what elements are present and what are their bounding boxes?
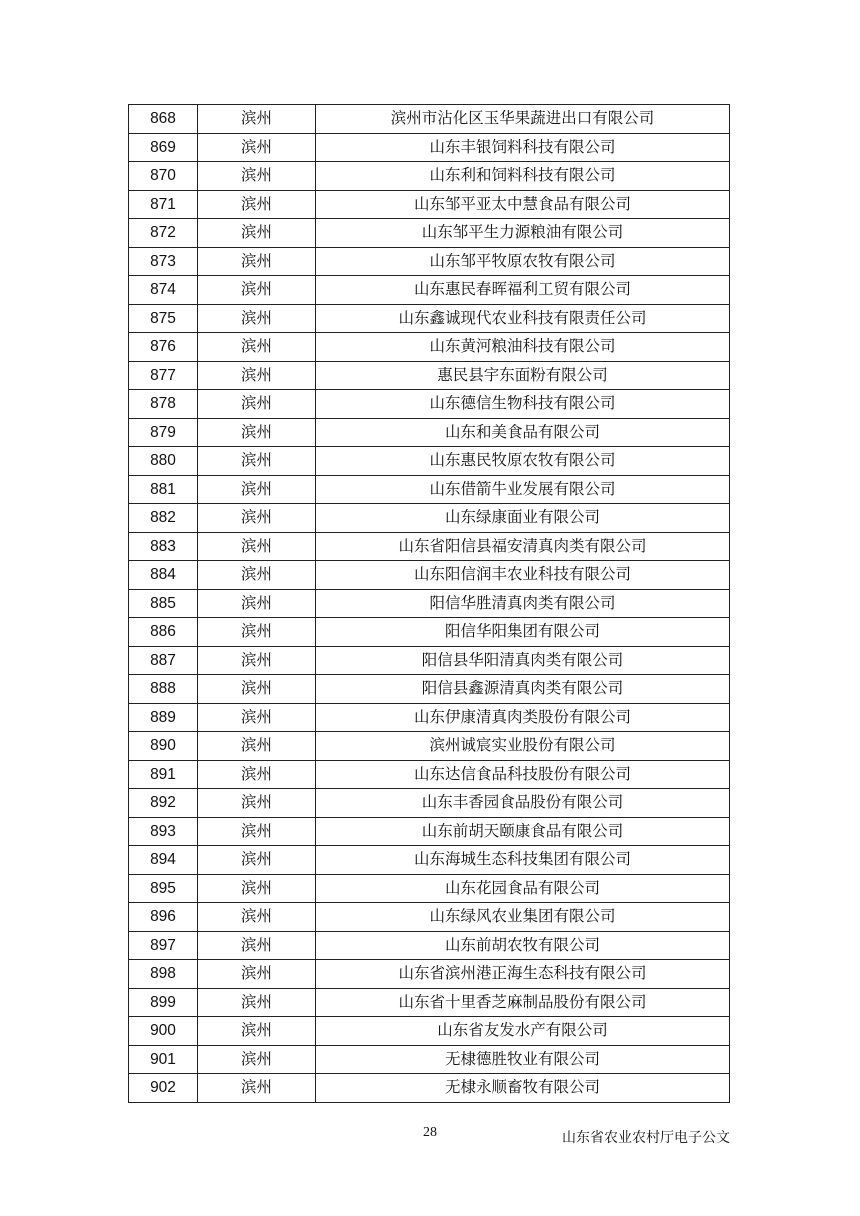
row-number: 875	[129, 304, 198, 333]
table-row	[129, 361, 730, 390]
row-company: 阳信华阳集团有限公司	[316, 618, 730, 647]
row-number: 882	[129, 504, 198, 533]
row-city: 滨州	[198, 789, 316, 818]
table-row	[129, 675, 730, 704]
row-city: 滨州	[198, 390, 316, 419]
table-row	[129, 105, 730, 134]
table-row	[129, 903, 730, 932]
row-city: 滨州	[198, 817, 316, 846]
row-company: 阳信县鑫源清真肉类有限公司	[316, 675, 730, 704]
table-row	[129, 960, 730, 989]
table-row	[129, 418, 730, 447]
row-company: 山东丰银饲料科技有限公司	[316, 133, 730, 162]
table-row	[129, 732, 730, 761]
row-city: 滨州	[198, 1045, 316, 1074]
row-company: 山东阳信润丰农业科技有限公司	[316, 561, 730, 590]
row-company: 山东花园食品有限公司	[316, 874, 730, 903]
row-company: 山东前胡农牧有限公司	[316, 931, 730, 960]
row-number: 900	[129, 1017, 198, 1046]
row-city: 滨州	[198, 162, 316, 191]
row-number: 892	[129, 789, 198, 818]
table-row	[129, 874, 730, 903]
row-number: 868	[129, 105, 198, 134]
row-city: 滨州	[198, 361, 316, 390]
row-company: 山东海城生态科技集团有限公司	[316, 846, 730, 875]
row-number: 873	[129, 247, 198, 276]
row-city: 滨州	[198, 418, 316, 447]
row-number: 902	[129, 1074, 198, 1103]
row-city: 滨州	[198, 960, 316, 989]
table-row	[129, 219, 730, 248]
row-city: 滨州	[198, 846, 316, 875]
row-number: 871	[129, 190, 198, 219]
row-city: 滨州	[198, 190, 316, 219]
row-company: 山东省滨州港正海生态科技有限公司	[316, 960, 730, 989]
table-row	[129, 846, 730, 875]
table-row	[129, 475, 730, 504]
row-city: 滨州	[198, 874, 316, 903]
row-number: 883	[129, 532, 198, 561]
table-row	[129, 817, 730, 846]
row-company: 无棣德胜牧业有限公司	[316, 1045, 730, 1074]
page-number: 28	[423, 1125, 437, 1140]
table-row	[129, 190, 730, 219]
row-company: 山东丰香园食品股份有限公司	[316, 789, 730, 818]
table-row	[129, 504, 730, 533]
row-city: 滨州	[198, 219, 316, 248]
row-number: 898	[129, 960, 198, 989]
row-city: 滨州	[198, 247, 316, 276]
row-company: 山东和美食品有限公司	[316, 418, 730, 447]
document-source: 山东省农业农村厅电子公文	[562, 1130, 730, 1146]
row-number: 884	[129, 561, 198, 590]
row-company: 山东省阳信县福安清真肉类有限公司	[316, 532, 730, 561]
row-company: 山东惠民牧原农牧有限公司	[316, 447, 730, 476]
row-number: 896	[129, 903, 198, 932]
row-number: 870	[129, 162, 198, 191]
table-row	[129, 162, 730, 191]
row-city: 滨州	[198, 105, 316, 134]
row-number: 887	[129, 646, 198, 675]
table-row	[129, 447, 730, 476]
row-city: 滨州	[198, 504, 316, 533]
row-city: 滨州	[198, 475, 316, 504]
row-company: 山东省十里香芝麻制品股份有限公司	[316, 988, 730, 1017]
table-row	[129, 1045, 730, 1074]
row-company: 滨州市沾化区玉华果蔬进出口有限公司	[316, 105, 730, 134]
row-city: 滨州	[198, 988, 316, 1017]
table-row	[129, 390, 730, 419]
row-company: 山东省友发水产有限公司	[316, 1017, 730, 1046]
row-company: 阳信县华阳清真肉类有限公司	[316, 646, 730, 675]
row-number: 891	[129, 760, 198, 789]
row-city: 滨州	[198, 903, 316, 932]
row-company: 山东绿风农业集团有限公司	[316, 903, 730, 932]
row-city: 滨州	[198, 304, 316, 333]
table-row	[129, 561, 730, 590]
row-number: 895	[129, 874, 198, 903]
row-number: 877	[129, 361, 198, 390]
table-row	[129, 789, 730, 818]
row-city: 滨州	[198, 646, 316, 675]
row-city: 滨州	[198, 1074, 316, 1103]
row-company: 山东前胡天颐康食品有限公司	[316, 817, 730, 846]
row-number: 869	[129, 133, 198, 162]
table-row	[129, 276, 730, 305]
row-city: 滨州	[198, 618, 316, 647]
table-row	[129, 760, 730, 789]
table-row	[129, 1017, 730, 1046]
table-row	[129, 589, 730, 618]
table-row	[129, 646, 730, 675]
row-company: 山东德信生物科技有限公司	[316, 390, 730, 419]
table-row	[129, 703, 730, 732]
row-number: 872	[129, 219, 198, 248]
row-city: 滨州	[198, 732, 316, 761]
row-number: 885	[129, 589, 198, 618]
row-company: 山东达信食品科技股份有限公司	[316, 760, 730, 789]
row-city: 滨州	[198, 931, 316, 960]
company-list-table	[128, 104, 730, 1103]
row-company: 山东黄河粮油科技有限公司	[316, 333, 730, 362]
row-company: 山东惠民春晖福利工贸有限公司	[316, 276, 730, 305]
table-row	[129, 247, 730, 276]
row-company: 滨州诚宸实业股份有限公司	[316, 732, 730, 761]
row-company: 山东利和饲料科技有限公司	[316, 162, 730, 191]
row-city: 滨州	[198, 675, 316, 704]
row-city: 滨州	[198, 1017, 316, 1046]
row-company: 阳信华胜清真肉类有限公司	[316, 589, 730, 618]
row-number: 874	[129, 276, 198, 305]
row-number: 876	[129, 333, 198, 362]
row-company: 无棣永顺畜牧有限公司	[316, 1074, 730, 1103]
row-company: 山东邹平亚太中慧食品有限公司	[316, 190, 730, 219]
row-number: 880	[129, 447, 198, 476]
row-city: 滨州	[198, 276, 316, 305]
row-city: 滨州	[198, 133, 316, 162]
row-number: 879	[129, 418, 198, 447]
table-row	[129, 1074, 730, 1103]
table-row	[129, 988, 730, 1017]
row-city: 滨州	[198, 447, 316, 476]
row-company: 惠民县宇东面粉有限公司	[316, 361, 730, 390]
row-number: 890	[129, 732, 198, 761]
row-number: 881	[129, 475, 198, 504]
row-company: 山东鑫诚现代农业科技有限责任公司	[316, 304, 730, 333]
row-city: 滨州	[198, 760, 316, 789]
row-number: 894	[129, 846, 198, 875]
row-number: 888	[129, 675, 198, 704]
row-city: 滨州	[198, 333, 316, 362]
row-company: 山东伊康清真肉类股份有限公司	[316, 703, 730, 732]
table-row	[129, 304, 730, 333]
row-number: 878	[129, 390, 198, 419]
row-number: 893	[129, 817, 198, 846]
row-number: 889	[129, 703, 198, 732]
table-row	[129, 931, 730, 960]
row-number: 886	[129, 618, 198, 647]
row-city: 滨州	[198, 589, 316, 618]
row-city: 滨州	[198, 703, 316, 732]
table-row	[129, 618, 730, 647]
row-company: 山东借箭牛业发展有限公司	[316, 475, 730, 504]
row-company: 山东邹平生力源粮油有限公司	[316, 219, 730, 248]
row-number: 901	[129, 1045, 198, 1074]
table-row	[129, 133, 730, 162]
table-row	[129, 532, 730, 561]
table-body	[129, 105, 730, 1103]
table-row	[129, 333, 730, 362]
row-city: 滨州	[198, 561, 316, 590]
row-company: 山东邹平牧原农牧有限公司	[316, 247, 730, 276]
row-number: 897	[129, 931, 198, 960]
row-number: 899	[129, 988, 198, 1017]
row-company: 山东绿康面业有限公司	[316, 504, 730, 533]
row-city: 滨州	[198, 532, 316, 561]
